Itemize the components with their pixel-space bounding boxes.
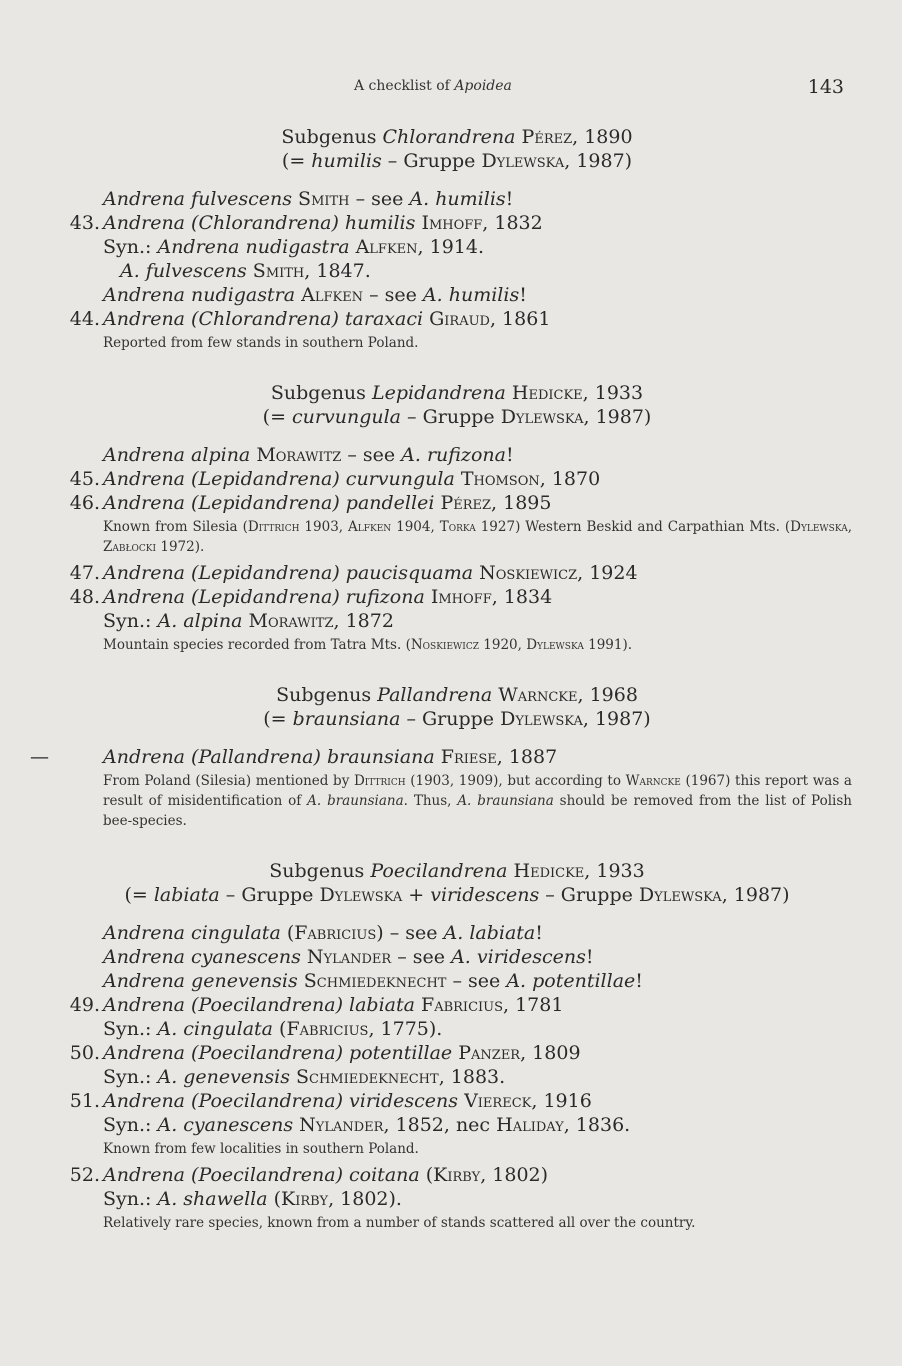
species-entry: 50. Andrena (Poecilandrena) potentillae Panzer, 1809	[69, 1042, 581, 1064]
cross-reference: Andrena cyanescens Nylander – see A. viridescens!	[103, 946, 594, 968]
cross-reference: Andrena nudigastra Alfken – see A. humilis!	[103, 284, 527, 306]
section-chlorandrena	[62, 125, 852, 353]
removed-marker: —	[30, 746, 49, 768]
synonym-line: Syn.: Andrena nudigastra Alfken, 1914.	[103, 236, 485, 258]
subgenus-title: Subgenus Poecilandrena Hedicke, 1933	[269, 860, 645, 882]
cross-reference: Andrena cingulata (Fabricius) – see A. labiata!	[103, 922, 543, 944]
synonym-line: A. fulvescens Smith, 1847.	[120, 260, 371, 282]
species-remark: Relatively rare species, known from a number of stands scattered all over the country.	[103, 1215, 696, 1231]
species-remark: Mountain species recorded from Tatra Mts. (Noskiewicz 1920, Dylewska 1991).	[103, 637, 633, 653]
species-remark: Known from Silesia (Dittrich 1903, Alfken 1904, Torka 1927) Western Beskid and Carpathian Mts. (Dylewska, Zabłocki 1972).	[103, 519, 853, 555]
species-entry: 48. Andrena (Lepidandrena) rufizona Imhoff, 1834	[69, 586, 553, 608]
synonym-line: Syn.: A. shawella (Kirby, 1802).	[103, 1188, 402, 1210]
species-entry: 44. Andrena (Chlorandrena) taraxaci Giraud, 1861	[69, 308, 551, 330]
page-number: 143	[807, 76, 844, 98]
species-entry: 49. Andrena (Poecilandrena) labiata Fabricius, 1781	[69, 994, 564, 1016]
section-lepidandrena	[62, 381, 852, 655]
page-header	[0, 76, 902, 100]
running-head: A checklist of Apoidea	[354, 78, 512, 94]
cross-reference: Andrena genevensis Schmiedeknecht – see A. potentillae!	[103, 970, 643, 992]
subgenus-note: (= braunsiana – Gruppe Dylewska, 1987)	[263, 708, 651, 730]
checklist-content	[30, 125, 853, 1261]
synonym-line: Syn.: A. cyanescens Nylander, 1852, nec Haliday, 1836.	[103, 1114, 631, 1136]
species-entry: 46. Andrena (Lepidandrena) pandellei Pérez, 1895	[69, 492, 552, 514]
species-entry: 45. Andrena (Lepidandrena) curvungula Thomson, 1870	[69, 468, 601, 490]
subgenus-title: Subgenus Chlorandrena Pérez, 1890	[281, 126, 633, 148]
subgenus-note: (= humilis – Gruppe Dylewska, 1987)	[281, 150, 633, 172]
subgenus-note: (= labiata – Gruppe Dylewska + viridescens – Gruppe Dylewska, 1987)	[124, 884, 790, 906]
species-entry: 47. Andrena (Lepidandrena) paucisquama Noskiewicz, 1924	[69, 562, 638, 584]
species-entry: 51. Andrena (Poecilandrena) viridescens Viereck, 1916	[69, 1090, 592, 1112]
synonym-line: Syn.: A. cingulata (Fabricius, 1775).	[103, 1018, 443, 1040]
synonym-line: Syn.: A. alpina Morawitz, 1872	[103, 610, 394, 632]
section-poecilandrena	[62, 859, 852, 1233]
subgenus-title: Subgenus Lepidandrena Hedicke, 1933	[270, 382, 644, 404]
species-remark: From Poland (Silesia) mentioned by Dittrich (1903, 1909), but according to Warncke (1967) this report was a result of misidentification of A. braunsiana. Thus, A. braunsiana should be removed from the list of Polish bee-species.	[103, 773, 852, 829]
subgenus-title: Subgenus Pallandrena Warncke, 1968	[276, 684, 638, 706]
species-entry: — Andrena (Pallandrena) braunsiana Friese, 1887	[30, 746, 558, 768]
subgenus-note: (= curvungula – Gruppe Dylewska, 1987)	[262, 406, 652, 428]
species-remark: Known from few localities in southern Poland.	[103, 1141, 419, 1157]
section-pallandrena	[30, 683, 852, 831]
species-entry: 43. Andrena (Chlorandrena) humilis Imhoff, 1832	[69, 212, 543, 234]
synonym-line: Syn.: A. genevensis Schmiedeknecht, 1883.	[103, 1066, 506, 1088]
species-remark: Reported from few stands in southern Poland.	[103, 335, 419, 351]
cross-reference: Andrena fulvescens Smith – see A. humilis!	[103, 188, 514, 210]
cross-reference: Andrena alpina Morawitz – see A. rufizona!	[103, 444, 514, 466]
species-entry: 52. Andrena (Poecilandrena) coitana (Kirby, 1802)	[69, 1164, 549, 1186]
